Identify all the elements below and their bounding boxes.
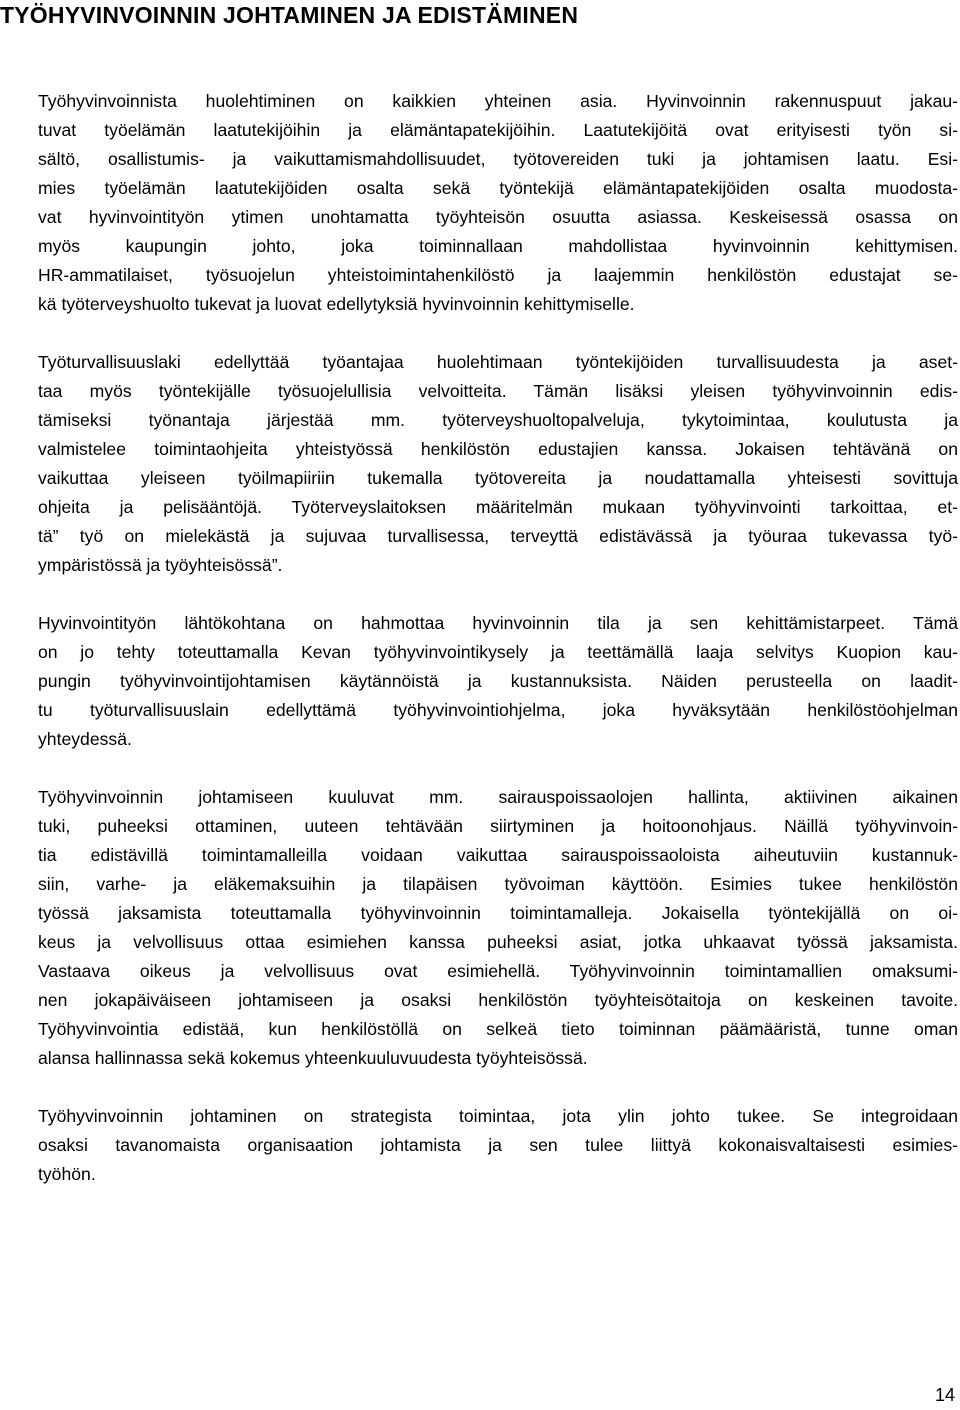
text-line: sältö, osallistumis- ja vaikuttamismahdollisuudet, työtovereiden tuki ja johtamisen laatu. Esi- — [38, 149, 958, 169]
text-line: tia edistävillä toimintamalleilla voidaan vaikuttaa sairauspoissaoloista aiheutuviin kustannuk- — [38, 845, 958, 865]
paragraph — [38, 1102, 958, 1189]
text-line: Työhyvinvoinnin johtaminen on strategista toimintaa, jota ylin johto tukee. Se integroidaan — [38, 1106, 958, 1126]
text-line: taa myös työntekijälle työsuojelullisia velvoitteita. Tämän lisäksi yleisen työhyvinvoinnin edis- — [38, 381, 958, 401]
text-line: Työturvallisuuslaki edellyttää työantajaa huolehtimaan työntekijöiden turvallisuudesta ja aset- — [38, 352, 958, 372]
text-line: myös kaupungin johto, joka toiminnallaan mahdollistaa hyvinvoinnin kehittymisen. — [38, 236, 958, 256]
paragraph — [38, 348, 958, 580]
text-line: tuki, puheeksi ottaminen, uuteen tehtävään siirtyminen ja hoitoonohjaus. Näillä työhyvinvoin- — [38, 816, 958, 836]
body-text — [38, 87, 958, 1189]
text-line: on jo tehty toteuttamalla Kevan työhyvinvointikysely ja teettämällä laaja selvitys Kuopion kau- — [38, 642, 958, 662]
text-line: ohjeita ja pelisääntöjä. Työterveyslaitoksen määritelmän mukaan työhyvinvointi tarkoittaa, et- — [38, 497, 958, 517]
text-line: Työhyvinvointia edistää, kun henkilöstöllä on selkeä tieto toiminnan päämääristä, tunne oman — [38, 1019, 958, 1039]
text-line: alansa hallinnassa sekä kokemus yhteenkuuluvuudesta työyhteisössä. — [38, 1048, 588, 1068]
text-line: tu työturvallisuuslain edellyttämä työhyvinvointiohjelma, joka hyväksytään henkilöstöohjelman — [38, 700, 958, 720]
text-line: keus ja velvollisuus ottaa esimiehen kanssa puheeksi asiat, jotka uhkaavat työssä jaksamista. — [38, 932, 958, 952]
page-title: TYÖHYVINVOINNIN JOHTAMINEN JA EDISTÄMINEN — [0, 2, 579, 28]
text-line: Hyvinvointityön lähtökohtana on hahmottaa hyvinvoinnin tila ja sen kehittämistarpeet. Tämä — [38, 613, 958, 633]
text-line: tämiseksi työnantaja järjestää mm. työterveyshuoltopalveluja, tykytoimintaa, koulutusta ja — [38, 410, 958, 430]
paragraph-gap — [38, 580, 958, 609]
text-line: valmistelee toimintaohjeita yhteistyössä henkilöstön edustajien kanssa. Jokaisen tehtävänä on — [38, 439, 958, 459]
paragraph — [38, 783, 958, 1073]
text-line: osaksi tavanomaista organisaation johtamista ja sen tulee liittyä kokonaisvaltaisesti esimies- — [38, 1135, 958, 1155]
paragraph-gap — [38, 1073, 958, 1102]
text-line: työhön. — [38, 1164, 96, 1184]
text-line: HR-ammatilaiset, työsuojelun yhteistoimintahenkilöstö ja laajemmin henkilöstön edustajat se- — [38, 265, 958, 285]
text-line: Vastaava oikeus ja velvollisuus ovat esimiehellä. Työhyvinvoinnin toimintamallien omaksumi- — [38, 961, 958, 981]
text-line: yhteydessä. — [38, 729, 132, 749]
text-line: tuvat työelämän laatutekijöihin ja elämäntapatekijöihin. Laatutekijöitä ovat erityisesti työn si- — [38, 120, 958, 140]
text-line: siin, varhe- ja eläkemaksuihin ja tilapäisen työvoiman käyttöön. Esimies tukee henkilöstön — [38, 874, 958, 894]
text-line: tä” työ on mielekästä ja sujuvaa turvallisessa, terveyttä edistävässä ja työuraa tukevassa työ- — [38, 526, 958, 546]
page-number: 14 — [934, 1385, 955, 1405]
text-line: pungin työhyvinvointijohtamisen käytännöistä ja kustannuksista. Näiden perusteella on laadit- — [38, 671, 958, 691]
text-line: Työhyvinvoinnin johtamiseen kuuluvat mm. sairauspoissaolojen hallinta, aktiivinen aikainen — [38, 787, 958, 807]
text-line: vaikuttaa yleiseen työilmapiiriin tukemalla työtovereita ja noudattamalla yhteisesti sovittuja — [38, 468, 958, 488]
text-line: nen jokapäiväiseen johtamiseen ja osaksi henkilöstön työyhteisötaitoja on keskeinen tavoite. — [38, 990, 958, 1010]
text-line: ympäristössä ja työyhteisössä”. — [38, 555, 283, 575]
text-line: Työhyvinvoinnista huolehtiminen on kaikkien yhteinen asia. Hyvinvoinnin rakennuspuut jakau- — [38, 91, 958, 111]
text-line: työssä jaksamista toteuttamalla työhyvinvoinnin toimintamalleja. Jokaisella työntekijällä on oi- — [38, 903, 958, 923]
paragraph-gap — [38, 319, 958, 348]
paragraph — [38, 609, 958, 754]
text-line: kä työterveyshuolto tukevat ja luovat edellytyksiä hyvinvoinnin kehittymiselle. — [38, 294, 635, 314]
text-line: mies työelämän laatutekijöiden osalta sekä työntekijä elämäntapatekijöiden osalta muodosta- — [38, 178, 958, 198]
paragraph — [38, 87, 958, 319]
text-line: vat hyvinvointityön ytimen unohtamatta työyhteisön osuutta asiassa. Keskeisessä osassa on — [38, 207, 958, 227]
paragraph-gap — [38, 754, 958, 783]
